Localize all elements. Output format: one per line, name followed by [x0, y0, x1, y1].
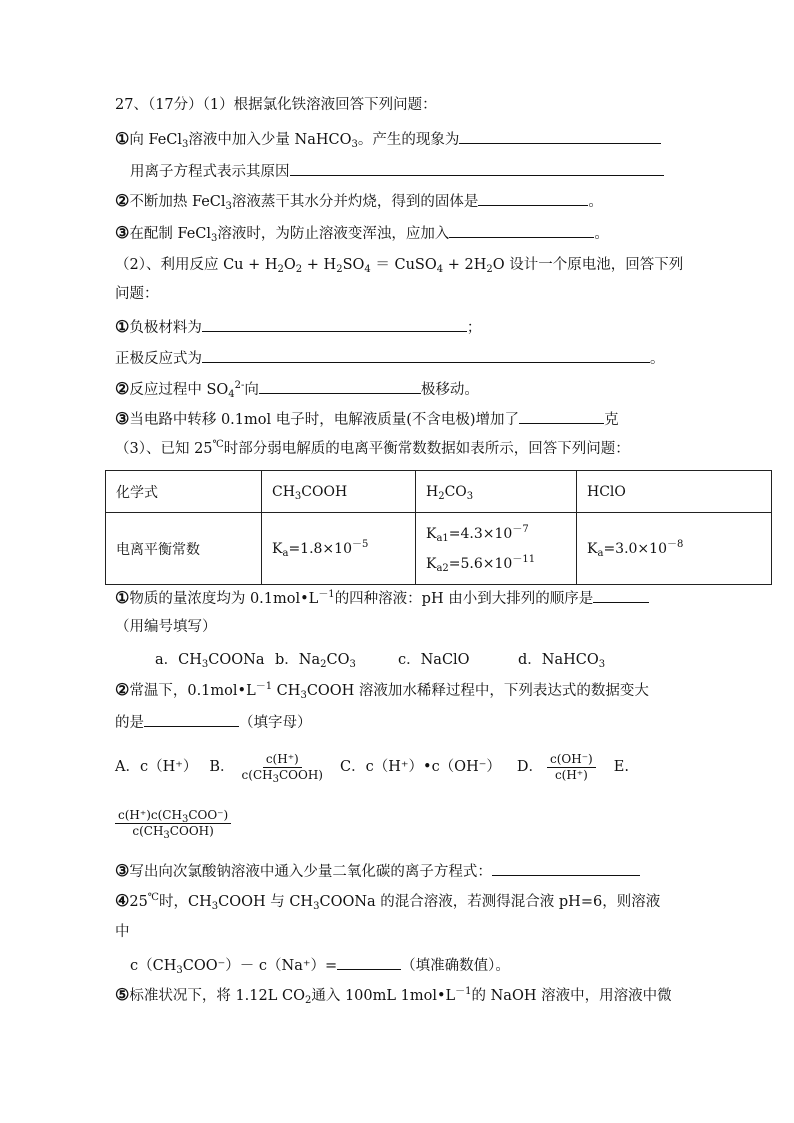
q3-part1-options	[155, 650, 605, 670]
circled-number-2: ②	[115, 379, 130, 398]
text: 克	[604, 412, 619, 428]
circled-number-2: ②	[115, 191, 130, 210]
table-cell: 化学式	[106, 471, 262, 513]
q2-cathode-line	[115, 347, 665, 369]
answer-blank[interactable]	[593, 587, 649, 603]
text: （填字母）	[239, 715, 312, 731]
subscript: 2	[277, 264, 284, 275]
text: SO	[342, 257, 365, 273]
table-cell	[262, 471, 416, 513]
text: （2）、利用反应 Cu + H	[115, 257, 278, 273]
subscript: 3	[211, 901, 219, 912]
circled-number-3: ③	[115, 409, 130, 428]
text: COO⁻）－ c（Na⁺）=	[182, 958, 338, 974]
answer-blank[interactable]	[337, 954, 401, 970]
text: O 设计一个原电池，回答下列	[492, 257, 684, 273]
subscript: 3	[351, 139, 358, 150]
text: c(CH	[132, 823, 164, 838]
q1-part3-line	[115, 222, 609, 244]
table-cell	[416, 471, 577, 513]
text: 常温下，0.1mol•L	[129, 683, 256, 699]
subscript: 2	[486, 264, 493, 275]
text: （3）、已知 25	[115, 441, 213, 457]
degree-sign: ℃	[212, 439, 224, 450]
text: 。	[594, 226, 609, 242]
answer-blank[interactable]	[290, 160, 664, 176]
text: d．NaHCO	[518, 652, 599, 668]
option-b-fraction	[239, 752, 326, 783]
text: ＝ CuSO	[370, 257, 437, 273]
superscript: 2-	[234, 380, 245, 391]
answer-blank[interactable]	[492, 860, 640, 876]
text: 溶液时，为防止溶液变浑浊，应加入	[217, 226, 450, 242]
subscript: 3	[176, 965, 183, 976]
q3-part2-options	[115, 745, 629, 789]
subscript: 3	[313, 901, 320, 912]
text: 极移动。	[420, 382, 479, 398]
table-line	[426, 519, 566, 549]
q1-part1-line	[115, 128, 661, 150]
option-e-fraction-line	[115, 802, 235, 844]
text: 在配制 FeCl	[129, 226, 212, 242]
option-d-label: D．	[516, 759, 544, 775]
table-cell: 电离平衡常数	[106, 513, 262, 585]
text: CH	[272, 683, 301, 699]
subscript: 4	[364, 264, 371, 275]
text: COONa	[208, 652, 265, 668]
q3-part4-continuation: 中	[115, 924, 130, 940]
table-cell	[262, 513, 416, 585]
superscript: －8	[666, 538, 684, 550]
answer-blank[interactable]	[202, 316, 467, 332]
q3-part5-line	[115, 985, 672, 1006]
table-cell: HClO	[577, 471, 772, 513]
text: 当电路中转移 0.1mol 电子时，电解液质量(不含电极)增加了	[129, 412, 520, 428]
superscript: －1	[455, 986, 472, 997]
text: O	[283, 257, 296, 273]
text: 25	[129, 894, 148, 910]
text: 的四种溶液：pH 由小到大排列的顺序是	[334, 591, 594, 607]
option-e-label: E.	[613, 759, 629, 775]
text: K	[587, 540, 598, 557]
text: COOH)	[169, 823, 214, 838]
text: CH	[272, 483, 295, 500]
subscript: a	[282, 547, 289, 559]
option-a	[155, 650, 275, 670]
text: （填准确数值）。	[401, 958, 510, 974]
circled-number-1: ①	[115, 129, 130, 148]
superscript: －5	[351, 538, 369, 550]
text: H	[426, 483, 439, 500]
text: 不断加热 FeCl	[129, 194, 226, 210]
text: 的 NaOH 溶液中，用溶液中微	[471, 988, 672, 1004]
numerator	[115, 808, 231, 824]
text: COOH	[301, 483, 348, 500]
circled-number-2: ②	[115, 680, 130, 699]
circled-number-5: ⑤	[115, 985, 130, 1004]
text: 。	[588, 194, 603, 210]
text: c(H⁺)c(CH	[118, 807, 182, 822]
answer-blank[interactable]	[259, 378, 421, 394]
circled-number-4: ④	[115, 891, 130, 910]
subscript: 2	[438, 490, 445, 502]
q3-part4-line	[115, 891, 660, 912]
text: 标准状况下，将 1.12L CO	[129, 988, 305, 1004]
degree-sign: ℃	[147, 892, 159, 903]
subscript: 3	[466, 490, 474, 502]
q3-part1-line	[115, 587, 649, 609]
text: 反应过程中 SO	[129, 382, 229, 398]
text: K	[426, 525, 437, 542]
answer-blank[interactable]	[459, 128, 661, 144]
subscript: 3	[294, 490, 302, 502]
option-d	[518, 652, 605, 668]
text: =1.8×10	[288, 540, 352, 557]
text: 。产生的现象为	[357, 132, 460, 148]
subscript: 3	[598, 659, 606, 670]
subscript: a1	[436, 532, 449, 544]
subscript: 3	[181, 813, 189, 825]
text: =5.6×10	[448, 555, 513, 572]
text: K	[426, 555, 437, 572]
subscript: 2	[320, 659, 327, 670]
option-b-label: B．	[209, 759, 235, 775]
text: + 2H	[443, 257, 487, 273]
text: c(CH	[241, 767, 273, 782]
text: 写出向次氯酸钠溶液中通入少量二氧化碳的离子方程式：	[129, 864, 492, 880]
option-c: C．c（H⁺）•c（OH⁻）	[340, 759, 501, 775]
text: 的是	[115, 715, 144, 731]
table-row	[106, 471, 772, 513]
circled-number-1: ①	[115, 317, 130, 336]
text: 负极材料为	[129, 320, 202, 336]
text: =4.3×10	[448, 525, 513, 542]
subscript: 3	[225, 201, 232, 212]
subscript: 4	[228, 389, 235, 400]
text: 向 FeCl	[129, 132, 183, 148]
text: b．Na	[275, 652, 321, 668]
table-row	[106, 513, 772, 585]
subscript: 2	[304, 995, 312, 1006]
text: 通入 100mL 1mol•L	[311, 988, 456, 1004]
q3-part4-expression	[130, 954, 510, 976]
circled-number-3: ③	[115, 861, 130, 880]
answer-blank[interactable]	[449, 222, 594, 238]
denominator	[239, 768, 326, 783]
subscript: 3	[300, 690, 307, 701]
superscript: －1	[318, 589, 335, 600]
answer-blank[interactable]	[144, 711, 239, 727]
text: 溶液中加入少量 NaHCO	[188, 132, 352, 148]
subscript: 3	[182, 139, 189, 150]
text: =3.0×10	[603, 540, 667, 557]
text: CO	[444, 483, 467, 500]
numerator: c(H⁺)	[263, 752, 302, 768]
text: 用离子方程式表示其原因	[130, 164, 290, 180]
denominator: c(H⁺)	[554, 767, 588, 782]
text: COO⁻)	[188, 807, 229, 822]
subscript: 3	[349, 659, 356, 670]
q2-part1-line	[115, 316, 481, 338]
circled-number-3: ③	[115, 223, 130, 242]
text: COONa 的混合溶液，若测得混合液 pH=6，则溶液	[319, 894, 661, 910]
text: 正极反应式为	[115, 351, 202, 367]
text: a．CH	[155, 652, 202, 668]
subscript: 3	[211, 233, 218, 244]
superscript: －1	[255, 681, 273, 692]
text: 。	[650, 351, 665, 367]
text: 向	[244, 382, 259, 398]
denominator	[129, 824, 216, 839]
q2-part2-line	[115, 378, 479, 400]
q3-part1-note: （用编号填写）	[115, 619, 217, 635]
q3-part3-line	[115, 860, 640, 882]
text: ；	[466, 320, 482, 336]
subscript: 3	[272, 773, 279, 785]
text: K	[272, 540, 283, 557]
option-b	[275, 650, 398, 670]
option-e-fraction	[115, 808, 231, 839]
subscript: a2	[436, 562, 449, 574]
text: 物质的量浓度均为 0.1mol•L	[129, 591, 319, 607]
text: c（CH	[130, 958, 177, 974]
q2-part3-line	[115, 408, 619, 430]
answer-blank[interactable]	[478, 190, 588, 206]
option-c: c．NaClO	[398, 652, 470, 668]
text: 溶液蒸干其水分并灼烧，得到的固体是	[231, 194, 479, 210]
option-d-fraction	[547, 752, 596, 783]
text: 时，CH	[158, 894, 212, 910]
table-cell	[577, 513, 772, 585]
question-3-line	[115, 439, 630, 459]
ionization-constant-table	[105, 470, 772, 585]
subscript: 2	[336, 264, 343, 275]
text: CO	[326, 652, 350, 668]
text: COOH)	[278, 767, 323, 782]
subscript: a	[597, 547, 604, 559]
table-line	[426, 549, 566, 579]
q1-part2-line	[115, 190, 603, 212]
q3-part2-line-2	[115, 711, 312, 733]
text: 时部分弱电解质的电离平衡常数数据如表所示，回答下列问题：	[223, 441, 630, 457]
subscript: 2	[295, 264, 303, 275]
text: + H	[302, 257, 337, 273]
subscript: 3	[163, 829, 170, 841]
q1-part1-cause-line	[130, 160, 664, 182]
text: COOH 与 CH	[218, 894, 314, 910]
superscript: －7	[512, 523, 529, 535]
subscript: 3	[201, 659, 209, 670]
option-a: A．c（H⁺）	[115, 759, 198, 775]
question-2-continuation: 问题：	[115, 286, 159, 302]
question-2-line	[115, 255, 683, 275]
superscript: －11	[512, 553, 536, 565]
numerator: c(OH⁻)	[547, 752, 596, 768]
circled-number-1: ①	[115, 588, 130, 607]
question-27-heading: 27、（17分）（1）根据氯化铁溶液回答下列问题：	[115, 97, 437, 113]
table-cell	[416, 513, 577, 585]
answer-blank[interactable]	[519, 408, 604, 424]
subscript: 4	[436, 264, 444, 275]
q3-part2-line	[115, 680, 649, 701]
answer-blank[interactable]	[202, 347, 650, 363]
text: COOH 溶液加水稀释过程中，下列表达式的数据变大	[306, 683, 649, 699]
